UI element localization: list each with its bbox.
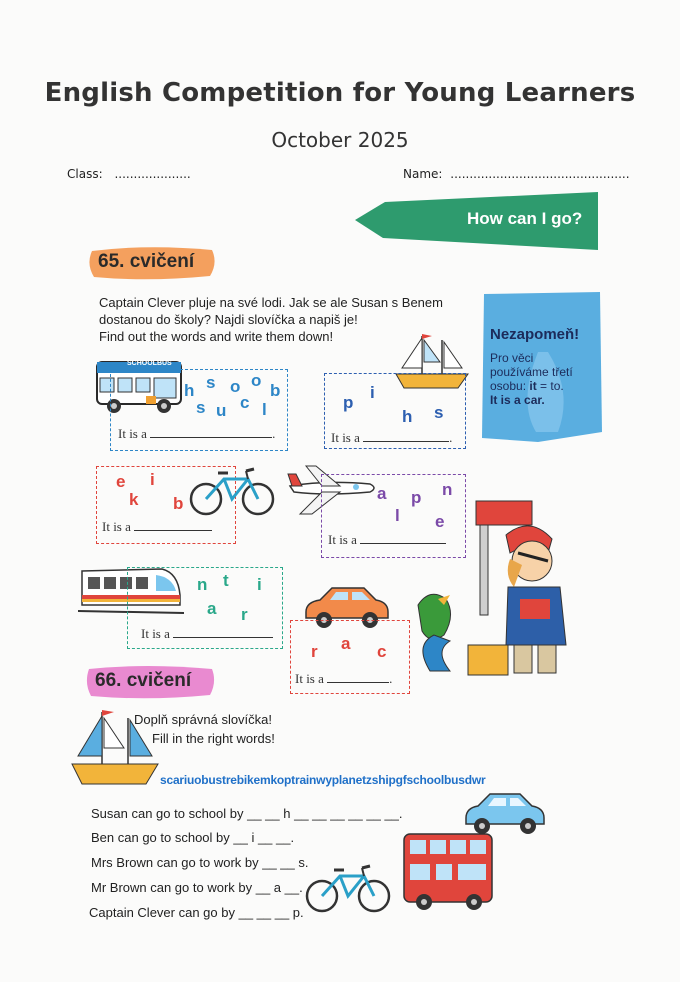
prompt-label: It is a: [328, 532, 357, 547]
instruction-en: Fill in the right words!: [152, 731, 275, 746]
letter: c: [240, 393, 250, 412]
letter: r: [311, 642, 318, 661]
answer-line: It is a .: [331, 430, 453, 445]
instruction-cz: Doplň správná slovíčka!: [134, 712, 273, 727]
letter: i: [257, 575, 262, 594]
schoolbus-letters: [110, 369, 288, 451]
answer-line: [102, 518, 212, 535]
answer-blank[interactable]: [150, 425, 272, 438]
note-body: [490, 351, 579, 407]
prompt-label: It is a: [118, 426, 147, 441]
note-line-3c: = to.: [536, 379, 564, 393]
sentence-2: Ben can go to school by __ i __ __.: [91, 830, 295, 845]
worksheet-date: October 2025: [271, 128, 409, 152]
bus-sign: SCHOOLBUS: [127, 360, 172, 367]
letter: i: [150, 470, 155, 489]
letter: a: [207, 599, 217, 618]
pirate-illustration: [410, 495, 585, 695]
letter: b: [270, 381, 281, 400]
answer-line: It is a .: [118, 426, 276, 441]
name-field: [403, 167, 630, 181]
letter: l: [395, 506, 400, 525]
answer-line: It is a .: [295, 671, 393, 686]
note-box: [490, 326, 579, 407]
prompt-label: It is a: [331, 430, 360, 445]
car-letters: [290, 620, 410, 694]
letter: e: [435, 512, 445, 531]
letter: a: [377, 484, 387, 503]
prompt-label: It is a: [295, 671, 324, 686]
class-field: [67, 167, 191, 181]
letter: h: [402, 407, 413, 426]
letter: t: [223, 571, 229, 590]
word-search-strip: scariuobustrebikemkoptrainwyplanetzshipgfschoolbusdwr: [160, 773, 486, 787]
letter: s: [196, 398, 206, 417]
note-line-4: It is a car.: [490, 393, 545, 407]
prompt-label: It is a: [102, 519, 131, 534]
note-line-3b: it: [529, 379, 537, 393]
sentence-1: Susan can go to school by __ __ h __ __ __ __ __ __.: [91, 806, 403, 821]
exercise-65-heading: [88, 246, 216, 280]
letter: s: [206, 373, 216, 392]
name-label: Name:: [403, 167, 443, 181]
letter: r: [241, 605, 248, 624]
answer-blank[interactable]: [327, 670, 389, 683]
class-blank: ....................: [114, 167, 191, 181]
letter: a: [341, 634, 351, 653]
prompt-label: It is a: [141, 626, 170, 641]
letter: k: [129, 490, 139, 509]
answer-line: [141, 625, 273, 642]
letter: p: [343, 393, 354, 412]
letter: n: [197, 575, 208, 594]
exercise-65-title: 65. cvičení: [98, 251, 195, 272]
bicycle-icon: [188, 463, 278, 519]
intro-line-1: Captain Clever pluje na své lodi. Jak se ale Susan s Benem: [99, 295, 443, 310]
note-line-3: [490, 379, 579, 393]
sentence-3: Mrs Brown can go to work by __ __ s.: [91, 855, 309, 870]
note-line-3a: osobu:: [490, 379, 530, 393]
letter: n: [442, 480, 453, 499]
note-line-1: Pro věci: [490, 351, 534, 365]
answer-blank[interactable]: [134, 518, 212, 531]
train-letters: [127, 567, 283, 649]
double-decker-bus-icon: [400, 830, 496, 912]
class-label: Class:: [67, 167, 103, 181]
letter: i: [370, 383, 375, 402]
letter: c: [377, 642, 387, 661]
note-title: Nezapomeň!: [490, 326, 580, 343]
ship-letters: [324, 373, 466, 449]
letter: s: [434, 403, 444, 422]
letter: p: [411, 488, 422, 507]
letter: h: [184, 381, 195, 400]
exercise-66-heading: [86, 665, 216, 699]
banner-text: How can I go?: [467, 209, 583, 228]
letter: l: [262, 400, 267, 419]
letter: b: [173, 494, 184, 513]
letter: e: [116, 472, 126, 491]
sentence-4: Mr Brown can go to work by __ a __.: [91, 880, 303, 895]
intro-line-2: dostanou do školy? Najdi slovíčka a napiš je!: [99, 312, 358, 327]
letter: u: [216, 401, 227, 420]
note-line-2: používáme třetí: [490, 365, 573, 379]
exercise-66-title: 66. cvičení: [95, 670, 192, 691]
sentence-5: Captain Clever can go by __ __ __ p.: [89, 905, 304, 920]
answer-blank[interactable]: [363, 429, 449, 442]
letter: o: [230, 377, 241, 396]
letter: o: [251, 371, 262, 390]
intro-line-3: Find out the words and write them down!: [99, 329, 334, 344]
name-blank: ...............................................: [450, 167, 630, 181]
answer-blank[interactable]: [173, 625, 273, 638]
worksheet-title: English Competition for Young Learners: [44, 78, 636, 108]
bicycle-icon: [304, 860, 394, 916]
